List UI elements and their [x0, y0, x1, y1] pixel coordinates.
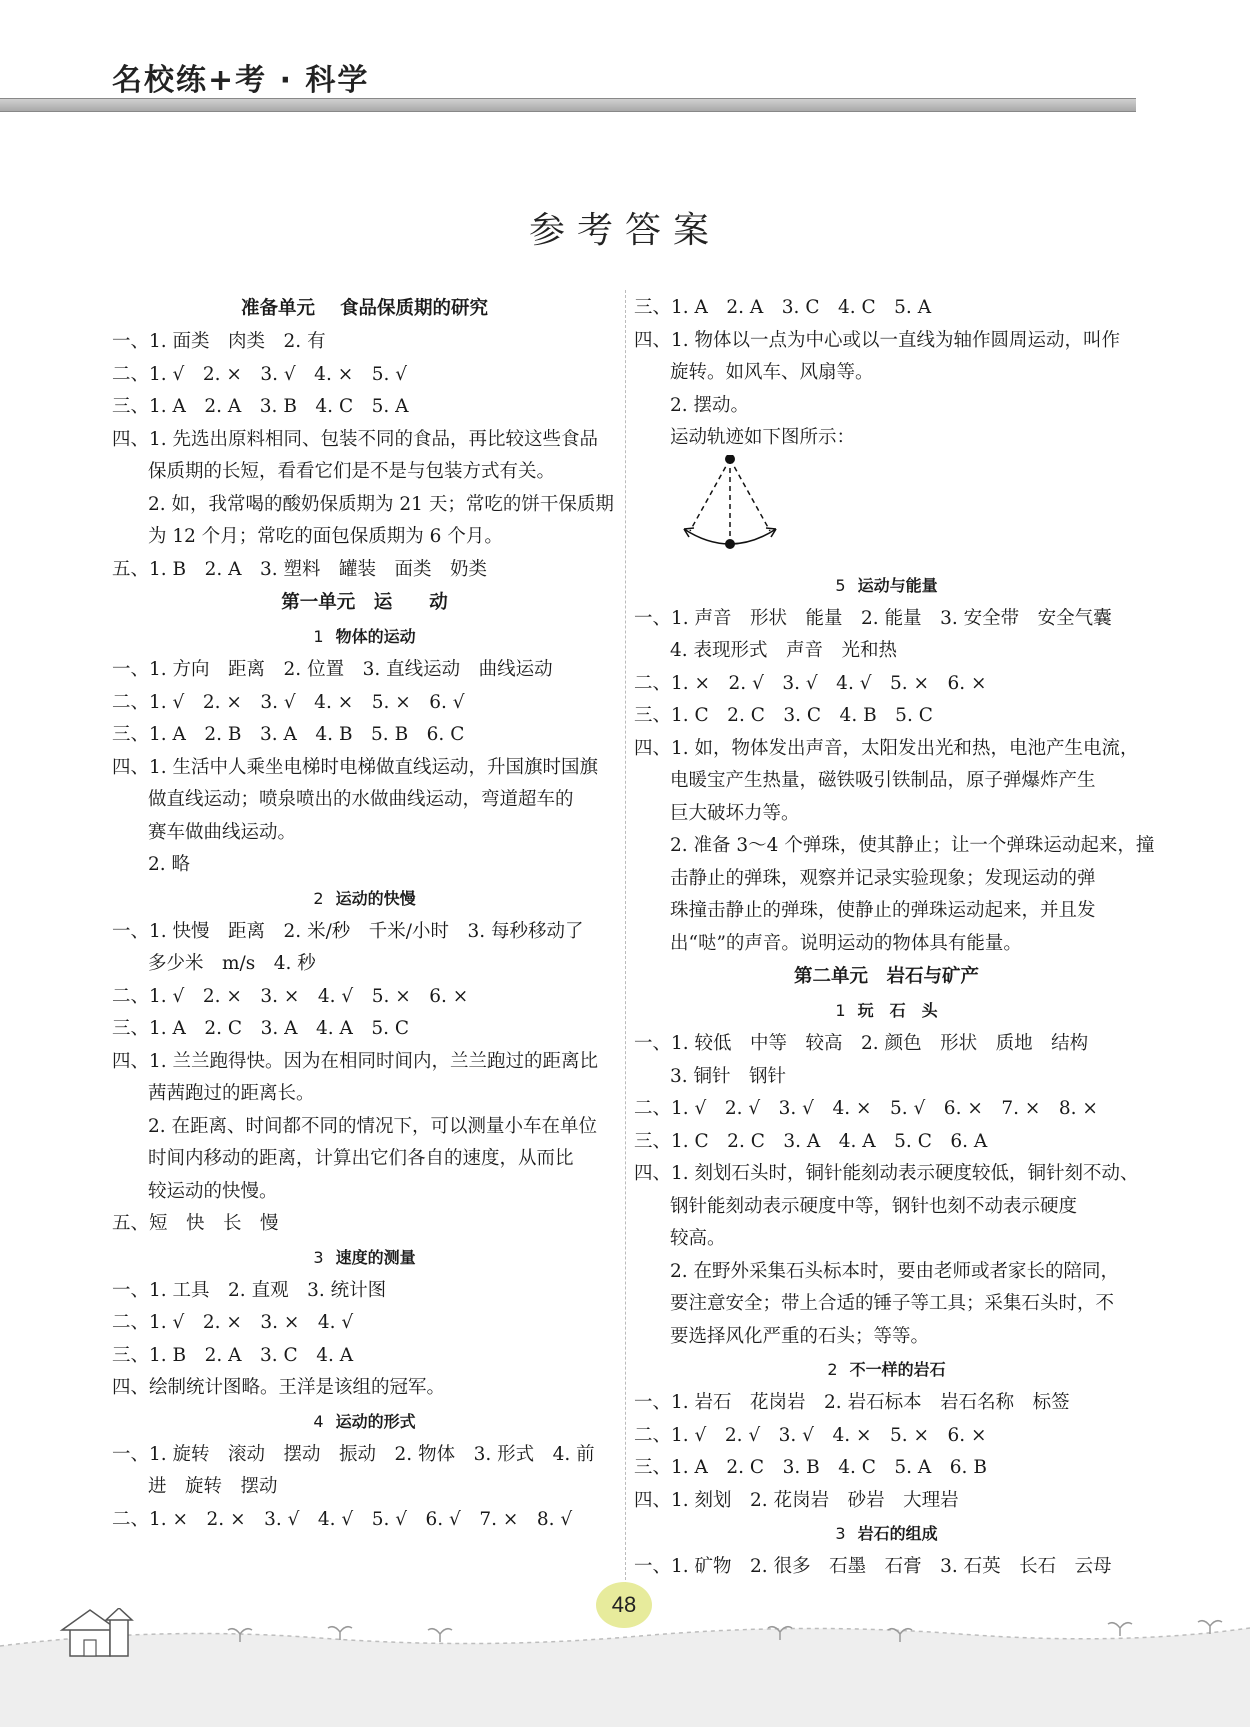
answer-line: 电暖宝产生热量，磁铁吸引铁制品，原子弹爆炸产生: [670, 770, 1096, 791]
column-divider: [625, 290, 626, 1590]
answer-line: 一、1. 方向 距离 2. 位置 3. 直线运动 曲线运动: [112, 659, 553, 680]
pendulum-trajectory-diagram: [634, 455, 1139, 565]
pendulum-bob: [725, 539, 735, 549]
answer-line: 四、1. 生活中人乘坐电梯时电梯做直线运动，升国旗时国旗: [112, 756, 599, 778]
answer-line: 四、1. 如，物体发出声音，太阳发出光和热，电池产生电流，: [634, 737, 1139, 759]
answer-line: 做直线运动；喷泉喷出的水做曲线运动，弯道超车的: [148, 789, 574, 810]
lesson-heading: [112, 882, 617, 916]
answer-line: 四、绘制统计图略。王洋是该组的冠军。: [112, 1377, 446, 1398]
left-column: [112, 292, 617, 1536]
unit-heading: 第二单元 岩石与矿产: [793, 966, 979, 987]
answer-line: 三、1. A 2. C 3. A 4. A 5. C: [112, 1018, 410, 1039]
answer-line: 2. 在野外采集石头标本时，要由老师或者家长的陪同，: [670, 1260, 1120, 1282]
lesson-heading: [634, 994, 1139, 1028]
lesson-heading: [112, 620, 617, 654]
lesson-heading: [634, 1353, 1139, 1387]
answer-line: 赛车做曲线运动。: [148, 821, 297, 843]
answer-line: 为 12 个月；常吃的面包保质期为 6 个月。: [148, 526, 503, 547]
answer-line: 四、1. 刻划 2. 花岗岩 砂岩 大理岩: [634, 1489, 959, 1511]
answer-line: 较高。: [670, 1228, 726, 1249]
answer-line: 四、1. 物体以一点为中心或以一直线为轴作圆周运动，叫作: [634, 329, 1121, 351]
answer-line: 2. 准备 3～4 个弹珠，使其静止；让一个弹珠运动起来，撞: [670, 835, 1155, 856]
lesson-number: 4: [313, 1411, 324, 1431]
answer-line: 二、1. × 2. √ 3. √ 4. √ 5. × 6. ×: [634, 672, 987, 694]
page-title: 参考答案: [528, 210, 721, 251]
answer-line: 二、1. × 2. × 3. √ 4. √ 5. √ 6. √ 7. × 8. √: [112, 1508, 573, 1530]
lesson-title: 运动与能量: [857, 575, 938, 595]
lesson-heading: [112, 1405, 617, 1439]
answer-line: 一、1. 岩石 花岗岩 2. 岩石标本 岩石名称 标签: [634, 1392, 1070, 1413]
answer-line: 2. 在距离、时间都不同的情况下，可以测量小车在单位: [148, 1115, 598, 1137]
unit-heading: 准备单元 食品保质期的研究: [241, 298, 488, 319]
answer-line: 四、1. 先选出原料相同、包装不同的食品，再比较这些食品: [112, 428, 599, 450]
answer-line: 三、1. A 2. A 3. C 4. C 5. A: [634, 297, 932, 318]
lesson-title: 运动的形式: [335, 1411, 416, 1431]
answer-line: 二、1. √ 2. × 3. √ 4. × 5. √: [112, 363, 408, 385]
answer-line: 钢针能刻动表示硬度中等，钢针也刻不动表示硬度: [670, 1195, 1078, 1217]
unit-heading: 第一单元 运 动: [281, 592, 448, 613]
pendulum-left-line: [690, 459, 730, 531]
lesson-number: 1: [313, 627, 324, 646]
answer-line: 二、1. √ 2. × 3. √ 4. × 5. × 6. √: [112, 691, 465, 713]
answer-line: 旋转。如风车、风扇等。: [670, 362, 874, 383]
lesson-number: 3: [313, 1247, 324, 1267]
answer-line: 五、短 快 长 慢: [112, 1213, 279, 1234]
answer-line: 三、1. A 2. C 3. B 4. C 5. A 6. B: [634, 1457, 987, 1478]
answer-line: 珠撞击静止的弹珠，使静止的弹珠运动起来，并且发: [670, 900, 1096, 921]
house-icon: [62, 1608, 132, 1656]
answer-line: 三、1. C 2. C 3. C 4. B 5. C: [634, 705, 933, 726]
answer-line: 二、1. √ 2. √ 3. √ 4. × 5. × 6. ×: [634, 1424, 987, 1446]
answer-line: 要注意安全；带上合适的锤子等工具；采集石头时，不: [670, 1293, 1115, 1314]
answer-line: 保质期的长短，看看它们是不是与包装方式有关。: [148, 461, 556, 482]
answer-line: 4. 表现形式 声音 光和热: [670, 640, 898, 661]
answer-line: 运动轨迹如下图所示：: [670, 427, 856, 448]
lesson-number: 2: [313, 888, 324, 908]
lesson-title: 岩石的组成: [857, 1524, 938, 1543]
lesson-heading: [634, 1517, 1139, 1551]
pendulum-right-line: [730, 459, 770, 531]
answer-line: 四、1. 兰兰跑得快。因为在相同时间内，兰兰跑过的距离比: [112, 1050, 599, 1072]
answer-line: 巨大破坏力等。: [670, 802, 800, 824]
lesson-number: 3: [835, 1524, 846, 1543]
answer-line: 一、1. 面类 肉类 2. 有: [112, 331, 326, 352]
answer-line: 一、1. 工具 2. 直观 3. 统计图: [112, 1279, 387, 1301]
lesson-title: 不一样的岩石: [849, 1360, 946, 1379]
lesson-heading: [634, 569, 1139, 603]
answer-line: 2. 摆动。: [670, 394, 750, 416]
lesson-number: 5: [835, 575, 846, 595]
answer-line: 2. 略: [148, 854, 191, 875]
header-bar: [0, 98, 1136, 112]
answer-line: 五、1. B 2. A 3. 塑料 罐装 面类 奶类: [112, 558, 488, 580]
lesson-title: 运动的快慢: [335, 888, 416, 908]
answer-line: 3. 铜针 钢针: [670, 1065, 787, 1087]
answer-line: 三、1. C 2. C 3. A 4. A 5. C 6. A: [634, 1130, 988, 1152]
answer-line: 时间内移动的距离，计算出它们各自的速度，从而比: [148, 1148, 574, 1169]
answer-line: 三、1. A 2. B 3. A 4. B 5. B 6. C: [112, 724, 465, 745]
answer-line: 四、1. 刻划石头时，铜针能刻动表示硬度较低，铜针刻不动、: [634, 1163, 1139, 1184]
answer-line: 三、1. B 2. A 3. C 4. A: [112, 1344, 354, 1366]
lesson-title: 物体的运动: [335, 627, 416, 646]
lesson-heading: [112, 1241, 617, 1275]
answer-line: 二、1. √ 2. × 3. × 4. √ 5. × 6. ×: [112, 985, 469, 1007]
lesson-title: 速度的测量: [335, 1247, 416, 1267]
answer-line: 一、1. 声音 形状 能量 2. 能量 3. 安全带 安全气囊: [634, 607, 1112, 629]
lesson-title: 玩 石 头: [857, 1001, 938, 1020]
answer-line: 一、1. 矿物 2. 很多 石墨 石膏 3. 石英 长石 云母: [634, 1556, 1112, 1577]
answer-line: 一、1. 旋转 滚动 摆动 振动 2. 物体 3. 形式 4. 前: [112, 1443, 595, 1465]
answer-line: 茜茜跑过的距离长。: [148, 1083, 315, 1104]
answer-line: 二、1. √ 2. × 3. × 4. √: [112, 1312, 354, 1333]
answer-line: 2. 如，我常喝的酸奶保质期为 21 天；常吃的饼干保质期: [148, 493, 614, 515]
right-column: [634, 292, 1155, 1584]
lesson-number: 1: [835, 1001, 846, 1020]
answer-line: 要选择风化严重的石头；等等。: [670, 1325, 930, 1347]
lesson-number: 2: [827, 1360, 838, 1379]
answer-line: 进 旋转 摆动: [148, 1476, 278, 1497]
answer-line: 击静止的弹珠，观察并记录实验现象；发现运动的弹: [670, 867, 1096, 889]
answer-line: 多少米 m/s 4. 秒: [148, 953, 316, 974]
answer-line: 三、1. A 2. A 3. B 4. C 5. A: [112, 396, 409, 417]
answer-line: 一、1. 快慢 距离 2. 米/秒 千米/小时 3. 每秒移动了: [112, 920, 584, 942]
answer-line: 较运动的快慢。: [148, 1180, 278, 1202]
answer-line: 出“哒”的声音。说明运动的物体具有能量。: [670, 932, 1022, 954]
answer-line: 二、1. √ 2. √ 3. √ 4. × 5. √ 6. × 7. × 8. ×: [634, 1098, 1098, 1119]
header-title: 名校练+考 · 科学: [112, 63, 370, 98]
answer-line: 一、1. 较低 中等 较高 2. 颜色 形状 质地 结构: [634, 1033, 1089, 1054]
page-number: 48: [596, 1582, 652, 1628]
